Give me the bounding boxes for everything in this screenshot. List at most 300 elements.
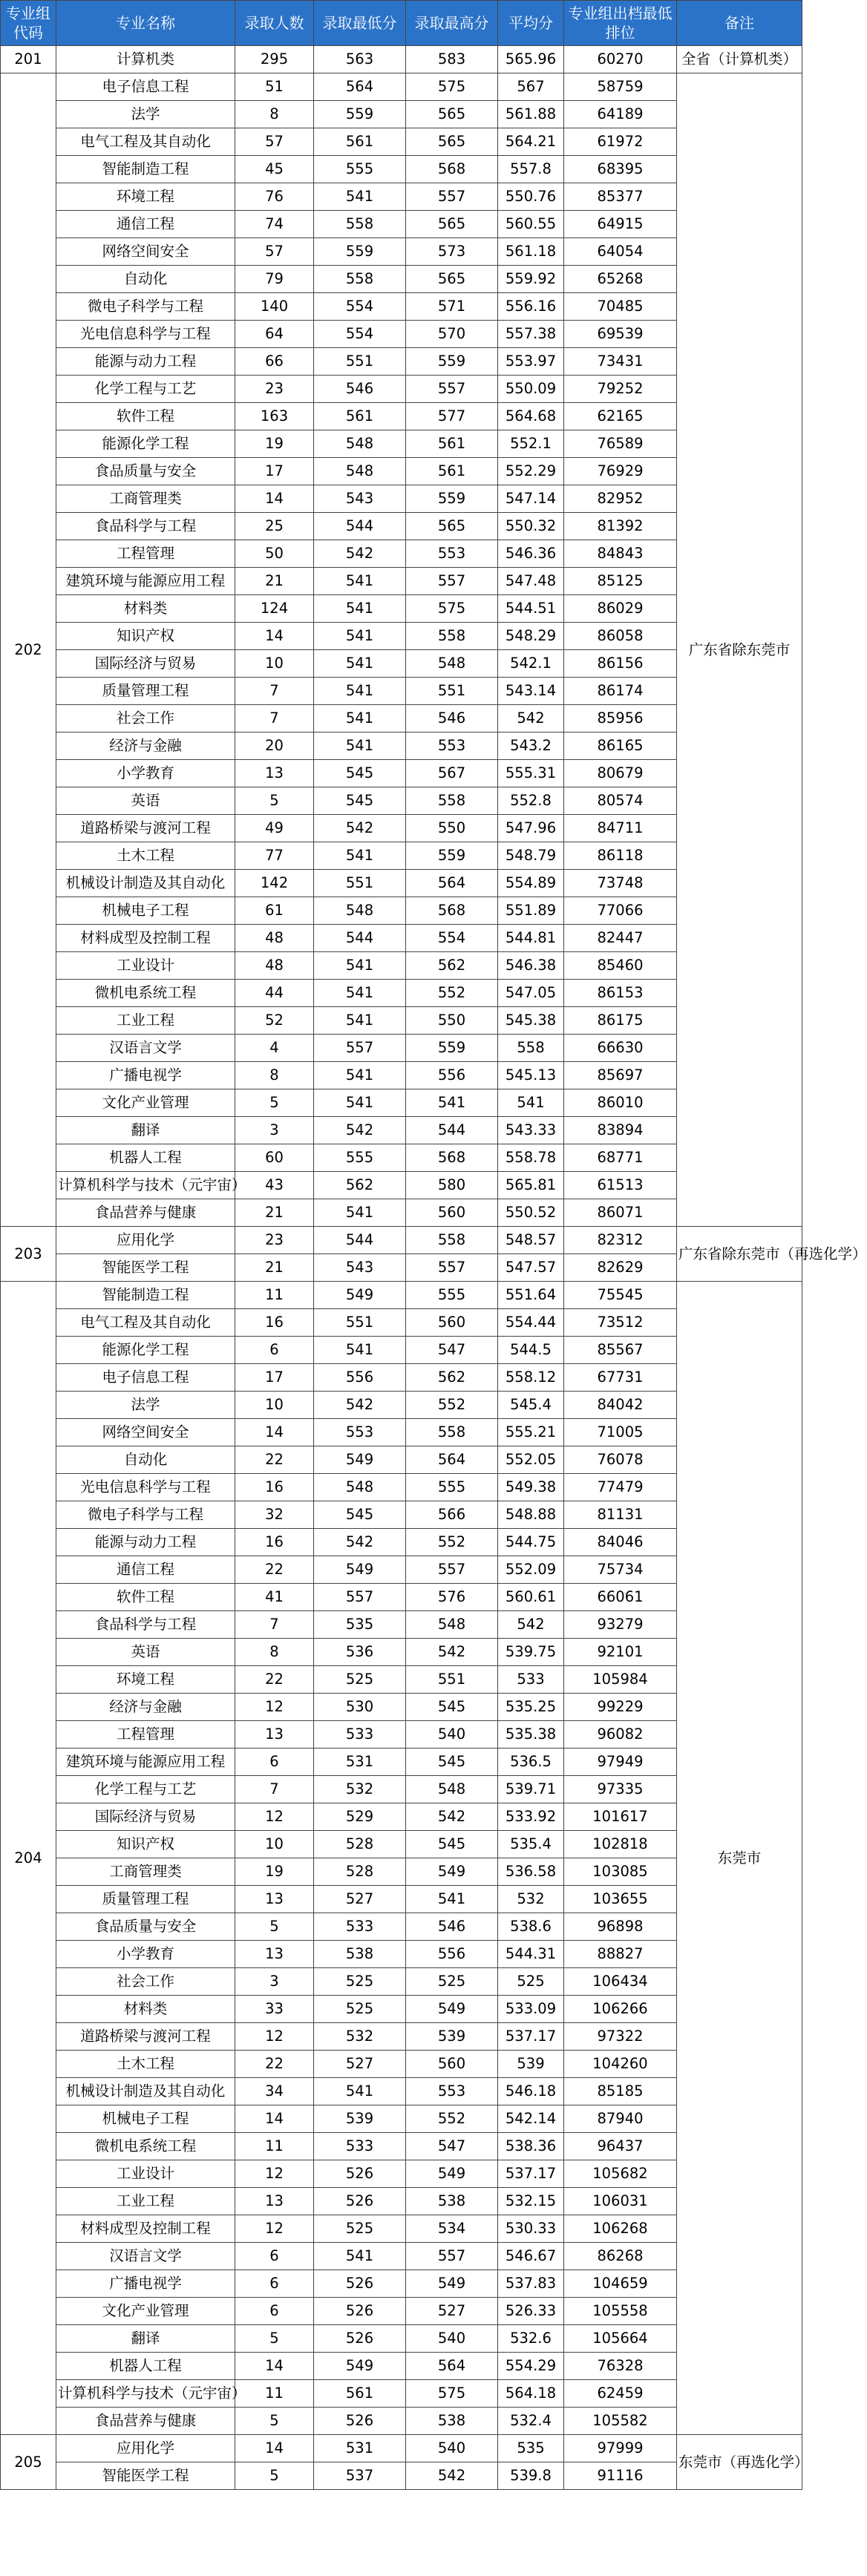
note-cell: 东莞市（再选化学） bbox=[677, 2435, 802, 2490]
avg-score-cell: 535.38 bbox=[498, 1721, 564, 1749]
max-score-cell: 566 bbox=[406, 1501, 498, 1529]
min-score-cell: 551 bbox=[314, 1309, 406, 1337]
avg-score-cell: 558.12 bbox=[498, 1364, 564, 1392]
admitted-count-cell: 14 bbox=[235, 2105, 314, 2133]
avg-score-cell: 564.68 bbox=[498, 403, 564, 430]
min-rank-cell: 75545 bbox=[564, 1282, 677, 1309]
major-name-cell: 小学教育 bbox=[56, 760, 235, 787]
min-score-cell: 548 bbox=[314, 430, 406, 458]
max-score-cell: 553 bbox=[406, 2078, 498, 2105]
avg-score-cell: 537.17 bbox=[498, 2023, 564, 2051]
major-name-cell: 机器人工程 bbox=[56, 1144, 235, 1172]
min-score-cell: 559 bbox=[314, 238, 406, 266]
min-score-cell: 529 bbox=[314, 1803, 406, 1831]
avg-score-cell: 533 bbox=[498, 1666, 564, 1694]
table-row bbox=[1, 2435, 802, 2462]
avg-score-cell: 535 bbox=[498, 2435, 564, 2462]
min-score-cell: 541 bbox=[314, 1089, 406, 1117]
min-score-cell: 558 bbox=[314, 211, 406, 238]
admitted-count-cell: 4 bbox=[235, 1035, 314, 1062]
group-code-cell: 204 bbox=[1, 1282, 56, 2435]
max-score-cell: 557 bbox=[406, 1556, 498, 1584]
major-name-cell: 智能医学工程 bbox=[56, 1254, 235, 1282]
min-rank-cell: 82629 bbox=[564, 1254, 677, 1282]
avg-score-cell: 536.5 bbox=[498, 1749, 564, 1776]
max-score-cell: 546 bbox=[406, 1913, 498, 1941]
admitted-count-cell: 19 bbox=[235, 430, 314, 458]
min-rank-cell: 86010 bbox=[564, 1089, 677, 1117]
major-name-cell: 软件工程 bbox=[56, 1584, 235, 1611]
avg-score-cell: 561.18 bbox=[498, 238, 564, 266]
max-score-cell: 559 bbox=[406, 485, 498, 513]
max-score-cell: 568 bbox=[406, 156, 498, 183]
min-score-cell: 544 bbox=[314, 513, 406, 540]
major-name-cell: 材料成型及控制工程 bbox=[56, 2215, 235, 2243]
avg-score-cell: 550.52 bbox=[498, 1199, 564, 1227]
avg-score-cell: 547.57 bbox=[498, 1254, 564, 1282]
admitted-count-cell: 43 bbox=[235, 1172, 314, 1199]
min-score-cell: 531 bbox=[314, 1749, 406, 1776]
avg-score-cell: 547.48 bbox=[498, 568, 564, 595]
major-name-cell: 通信工程 bbox=[56, 1556, 235, 1584]
avg-score-cell: 543.2 bbox=[498, 733, 564, 760]
min-score-cell: 561 bbox=[314, 403, 406, 430]
min-score-cell: 541 bbox=[314, 842, 406, 870]
max-score-cell: 552 bbox=[406, 980, 498, 1007]
major-name-cell: 应用化学 bbox=[56, 1227, 235, 1254]
max-score-cell: 552 bbox=[406, 2105, 498, 2133]
min-score-cell: 541 bbox=[314, 1062, 406, 1089]
avg-score-cell: 553.97 bbox=[498, 348, 564, 376]
major-name-cell: 经济与金融 bbox=[56, 1694, 235, 1721]
min-rank-cell: 81392 bbox=[564, 513, 677, 540]
major-name-cell: 机械设计制造及其自动化 bbox=[56, 870, 235, 897]
max-score-cell: 565 bbox=[406, 513, 498, 540]
admitted-count-cell: 12 bbox=[235, 1803, 314, 1831]
admitted-count-cell: 295 bbox=[235, 46, 314, 73]
avg-score-cell: 552.1 bbox=[498, 430, 564, 458]
min-rank-cell: 61972 bbox=[564, 128, 677, 156]
max-score-cell: 555 bbox=[406, 1282, 498, 1309]
avg-score-cell: 538.6 bbox=[498, 1913, 564, 1941]
min-rank-cell: 80574 bbox=[564, 787, 677, 815]
max-score-cell: 527 bbox=[406, 2298, 498, 2325]
admitted-count-cell: 21 bbox=[235, 1254, 314, 1282]
max-score-cell: 545 bbox=[406, 1749, 498, 1776]
major-name-cell: 建筑环境与能源应用工程 bbox=[56, 568, 235, 595]
min-score-cell: 542 bbox=[314, 1529, 406, 1556]
max-score-cell: 545 bbox=[406, 1831, 498, 1858]
admitted-count-cell: 12 bbox=[235, 2215, 314, 2243]
min-score-cell: 533 bbox=[314, 1913, 406, 1941]
major-name-cell: 土木工程 bbox=[56, 2051, 235, 2078]
avg-score-cell: 542.14 bbox=[498, 2105, 564, 2133]
min-score-cell: 545 bbox=[314, 760, 406, 787]
min-rank-cell: 86268 bbox=[564, 2243, 677, 2270]
min-score-cell: 551 bbox=[314, 870, 406, 897]
max-score-cell: 548 bbox=[406, 1611, 498, 1639]
admitted-count-cell: 16 bbox=[235, 1529, 314, 1556]
admitted-count-cell: 49 bbox=[235, 815, 314, 842]
min-score-cell: 541 bbox=[314, 650, 406, 678]
major-name-cell: 机械设计制造及其自动化 bbox=[56, 2078, 235, 2105]
max-score-cell: 553 bbox=[406, 540, 498, 568]
avg-score-cell: 532.6 bbox=[498, 2325, 564, 2353]
min-rank-cell: 62165 bbox=[564, 403, 677, 430]
admitted-count-cell: 60 bbox=[235, 1144, 314, 1172]
min-rank-cell: 91116 bbox=[564, 2462, 677, 2490]
major-name-cell: 环境工程 bbox=[56, 1666, 235, 1694]
min-rank-cell: 69539 bbox=[564, 321, 677, 348]
avg-score-cell: 564.21 bbox=[498, 128, 564, 156]
min-rank-cell: 85956 bbox=[564, 705, 677, 733]
avg-score-cell: 542 bbox=[498, 705, 564, 733]
avg-score-cell: 535.25 bbox=[498, 1694, 564, 1721]
min-rank-cell: 82447 bbox=[564, 925, 677, 952]
major-name-cell: 智能制造工程 bbox=[56, 156, 235, 183]
avg-score-cell: 544.5 bbox=[498, 1337, 564, 1364]
min-score-cell: 543 bbox=[314, 485, 406, 513]
min-score-cell: 554 bbox=[314, 321, 406, 348]
max-score-cell: 557 bbox=[406, 568, 498, 595]
admitted-count-cell: 13 bbox=[235, 760, 314, 787]
min-rank-cell: 84046 bbox=[564, 1529, 677, 1556]
major-name-cell: 光电信息科学与工程 bbox=[56, 1474, 235, 1501]
max-score-cell: 561 bbox=[406, 458, 498, 485]
major-name-cell: 工业工程 bbox=[56, 1007, 235, 1035]
max-score-cell: 567 bbox=[406, 760, 498, 787]
major-name-cell: 化学工程与工艺 bbox=[56, 376, 235, 403]
max-score-cell: 564 bbox=[406, 1446, 498, 1474]
min-rank-cell: 71005 bbox=[564, 1419, 677, 1446]
min-score-cell: 564 bbox=[314, 73, 406, 101]
min-rank-cell: 85377 bbox=[564, 183, 677, 211]
min-rank-cell: 67731 bbox=[564, 1364, 677, 1392]
min-rank-cell: 86175 bbox=[564, 1007, 677, 1035]
max-score-cell: 568 bbox=[406, 897, 498, 925]
major-name-cell: 食品质量与安全 bbox=[56, 1913, 235, 1941]
min-rank-cell: 77479 bbox=[564, 1474, 677, 1501]
min-rank-cell: 86118 bbox=[564, 842, 677, 870]
avg-score-cell: 546.38 bbox=[498, 952, 564, 980]
min-score-cell: 525 bbox=[314, 1666, 406, 1694]
max-score-cell: 577 bbox=[406, 403, 498, 430]
major-name-cell: 质量管理工程 bbox=[56, 678, 235, 705]
major-name-cell: 自动化 bbox=[56, 266, 235, 293]
min-rank-cell: 104260 bbox=[564, 2051, 677, 2078]
min-score-cell: 541 bbox=[314, 595, 406, 623]
admitted-count-cell: 11 bbox=[235, 2133, 314, 2160]
min-rank-cell: 99229 bbox=[564, 1694, 677, 1721]
min-rank-cell: 65268 bbox=[564, 266, 677, 293]
max-score-cell: 558 bbox=[406, 623, 498, 650]
min-score-cell: 562 bbox=[314, 1172, 406, 1199]
min-score-cell: 533 bbox=[314, 2133, 406, 2160]
admitted-count-cell: 7 bbox=[235, 678, 314, 705]
admitted-count-cell: 22 bbox=[235, 2051, 314, 2078]
min-score-cell: 525 bbox=[314, 1996, 406, 2023]
min-score-cell: 556 bbox=[314, 1364, 406, 1392]
max-score-cell: 540 bbox=[406, 2435, 498, 2462]
avg-score-cell: 547.96 bbox=[498, 815, 564, 842]
avg-score-cell: 548.88 bbox=[498, 1501, 564, 1529]
min-score-cell: 538 bbox=[314, 1941, 406, 1968]
min-rank-cell: 105682 bbox=[564, 2160, 677, 2188]
avg-score-cell: 551.89 bbox=[498, 897, 564, 925]
admitted-count-cell: 14 bbox=[235, 485, 314, 513]
admitted-count-cell: 74 bbox=[235, 211, 314, 238]
max-score-cell: 573 bbox=[406, 238, 498, 266]
avg-score-cell: 550.76 bbox=[498, 183, 564, 211]
min-rank-cell: 97999 bbox=[564, 2435, 677, 2462]
min-rank-cell: 86156 bbox=[564, 650, 677, 678]
max-score-cell: 544 bbox=[406, 1117, 498, 1144]
min-score-cell: 526 bbox=[314, 2298, 406, 2325]
min-rank-cell: 82312 bbox=[564, 1227, 677, 1254]
avg-score-cell: 526.33 bbox=[498, 2298, 564, 2325]
major-name-cell: 电子信息工程 bbox=[56, 73, 235, 101]
avg-score-cell: 547.05 bbox=[498, 980, 564, 1007]
note-cell: 广东省除东莞市 bbox=[677, 73, 802, 1227]
min-score-cell: 541 bbox=[314, 1007, 406, 1035]
min-rank-cell: 106268 bbox=[564, 2215, 677, 2243]
min-rank-cell: 76929 bbox=[564, 458, 677, 485]
admitted-count-cell: 7 bbox=[235, 1611, 314, 1639]
avg-score-cell: 555.21 bbox=[498, 1419, 564, 1446]
major-name-cell: 英语 bbox=[56, 1639, 235, 1666]
min-score-cell: 541 bbox=[314, 705, 406, 733]
max-score-cell: 558 bbox=[406, 1419, 498, 1446]
major-name-cell: 食品营养与健康 bbox=[56, 1199, 235, 1227]
admitted-count-cell: 5 bbox=[235, 1089, 314, 1117]
major-name-cell: 能源化学工程 bbox=[56, 1337, 235, 1364]
min-score-cell: 527 bbox=[314, 1886, 406, 1913]
min-rank-cell: 86153 bbox=[564, 980, 677, 1007]
min-score-cell: 554 bbox=[314, 293, 406, 321]
min-rank-cell: 76078 bbox=[564, 1446, 677, 1474]
admitted-count-cell: 7 bbox=[235, 705, 314, 733]
major-name-cell: 工程管理 bbox=[56, 1721, 235, 1749]
min-rank-cell: 64054 bbox=[564, 238, 677, 266]
min-score-cell: 526 bbox=[314, 2188, 406, 2215]
min-score-cell: 532 bbox=[314, 2023, 406, 2051]
admitted-count-cell: 12 bbox=[235, 2023, 314, 2051]
min-score-cell: 549 bbox=[314, 1556, 406, 1584]
min-score-cell: 526 bbox=[314, 2160, 406, 2188]
min-rank-cell: 85567 bbox=[564, 1337, 677, 1364]
header-min-rank: 专业组出档最低排位 bbox=[564, 1, 677, 46]
admitted-count-cell: 12 bbox=[235, 1694, 314, 1721]
max-score-cell: 560 bbox=[406, 2051, 498, 2078]
admitted-count-cell: 20 bbox=[235, 733, 314, 760]
avg-score-cell: 545.4 bbox=[498, 1392, 564, 1419]
group-code-cell: 201 bbox=[1, 46, 56, 73]
min-rank-cell: 86058 bbox=[564, 623, 677, 650]
major-name-cell: 道路桥梁与渡河工程 bbox=[56, 815, 235, 842]
avg-score-cell: 538.36 bbox=[498, 2133, 564, 2160]
min-rank-cell: 106266 bbox=[564, 1996, 677, 2023]
max-score-cell: 562 bbox=[406, 952, 498, 980]
max-score-cell: 542 bbox=[406, 1803, 498, 1831]
min-rank-cell: 80679 bbox=[564, 760, 677, 787]
min-rank-cell: 73431 bbox=[564, 348, 677, 376]
major-name-cell: 社会工作 bbox=[56, 1968, 235, 1996]
min-score-cell: 537 bbox=[314, 2462, 406, 2490]
admitted-count-cell: 19 bbox=[235, 1858, 314, 1886]
admitted-count-cell: 21 bbox=[235, 568, 314, 595]
min-score-cell: 525 bbox=[314, 1968, 406, 1996]
min-rank-cell: 73748 bbox=[564, 870, 677, 897]
min-score-cell: 541 bbox=[314, 980, 406, 1007]
min-score-cell: 541 bbox=[314, 678, 406, 705]
min-score-cell: 526 bbox=[314, 2408, 406, 2435]
min-rank-cell: 103085 bbox=[564, 1858, 677, 1886]
min-rank-cell: 76328 bbox=[564, 2353, 677, 2380]
min-score-cell: 539 bbox=[314, 2105, 406, 2133]
major-name-cell: 食品科学与工程 bbox=[56, 513, 235, 540]
major-name-cell: 材料类 bbox=[56, 595, 235, 623]
min-score-cell: 548 bbox=[314, 897, 406, 925]
major-name-cell: 计算机科学与技术（元宇宙） bbox=[56, 1172, 235, 1199]
min-rank-cell: 102818 bbox=[564, 1831, 677, 1858]
avg-score-cell: 537.17 bbox=[498, 2160, 564, 2188]
avg-score-cell: 561.88 bbox=[498, 101, 564, 128]
major-name-cell: 电气工程及其自动化 bbox=[56, 1309, 235, 1337]
major-name-cell: 文化产业管理 bbox=[56, 1089, 235, 1117]
admitted-count-cell: 10 bbox=[235, 1831, 314, 1858]
min-rank-cell: 83894 bbox=[564, 1117, 677, 1144]
major-name-cell: 能源与动力工程 bbox=[56, 348, 235, 376]
header-note: 备注 bbox=[677, 1, 802, 46]
min-score-cell: 542 bbox=[314, 540, 406, 568]
min-rank-cell: 86029 bbox=[564, 595, 677, 623]
group-code-cell: 202 bbox=[1, 73, 56, 1227]
major-name-cell: 工商管理类 bbox=[56, 1858, 235, 1886]
avg-score-cell: 533.09 bbox=[498, 1996, 564, 2023]
table-body bbox=[1, 46, 867, 2490]
avg-score-cell: 537.83 bbox=[498, 2270, 564, 2298]
max-score-cell: 583 bbox=[406, 46, 498, 73]
admitted-count-cell: 51 bbox=[235, 73, 314, 101]
avg-score-cell: 555.31 bbox=[498, 760, 564, 787]
major-name-cell: 工程管理 bbox=[56, 540, 235, 568]
admitted-count-cell: 7 bbox=[235, 1776, 314, 1803]
major-name-cell: 机械电子工程 bbox=[56, 897, 235, 925]
min-rank-cell: 82952 bbox=[564, 485, 677, 513]
major-name-cell: 汉语言文学 bbox=[56, 2243, 235, 2270]
avg-score-cell: 544.51 bbox=[498, 595, 564, 623]
admitted-count-cell: 45 bbox=[235, 156, 314, 183]
min-score-cell: 561 bbox=[314, 2380, 406, 2408]
avg-score-cell: 545.38 bbox=[498, 1007, 564, 1035]
table-row bbox=[1, 73, 802, 101]
avg-score-cell: 564.18 bbox=[498, 2380, 564, 2408]
avg-score-cell: 554.89 bbox=[498, 870, 564, 897]
avg-score-cell: 565.81 bbox=[498, 1172, 564, 1199]
admitted-count-cell: 48 bbox=[235, 925, 314, 952]
major-name-cell: 软件工程 bbox=[56, 403, 235, 430]
max-score-cell: 541 bbox=[406, 1089, 498, 1117]
avg-score-cell: 558 bbox=[498, 1035, 564, 1062]
min-rank-cell: 66630 bbox=[564, 1035, 677, 1062]
header-admitted-count: 录取人数 bbox=[235, 1, 314, 46]
min-rank-cell: 62459 bbox=[564, 2380, 677, 2408]
min-rank-cell: 73512 bbox=[564, 1309, 677, 1337]
min-rank-cell: 96437 bbox=[564, 2133, 677, 2160]
avg-score-cell: 552.8 bbox=[498, 787, 564, 815]
major-name-cell: 计算机类 bbox=[56, 46, 235, 73]
avg-score-cell: 552.29 bbox=[498, 458, 564, 485]
min-score-cell: 545 bbox=[314, 787, 406, 815]
avg-score-cell: 546.36 bbox=[498, 540, 564, 568]
admitted-count-cell: 16 bbox=[235, 1474, 314, 1501]
admitted-count-cell: 41 bbox=[235, 1584, 314, 1611]
max-score-cell: 552 bbox=[406, 1529, 498, 1556]
admitted-count-cell: 77 bbox=[235, 842, 314, 870]
min-rank-cell: 97335 bbox=[564, 1776, 677, 1803]
max-score-cell: 546 bbox=[406, 705, 498, 733]
avg-score-cell: 551.64 bbox=[498, 1282, 564, 1309]
major-name-cell: 能源与动力工程 bbox=[56, 1529, 235, 1556]
min-score-cell: 546 bbox=[314, 376, 406, 403]
avg-score-cell: 565.96 bbox=[498, 46, 564, 73]
min-score-cell: 541 bbox=[314, 1199, 406, 1227]
admitted-count-cell: 21 bbox=[235, 1199, 314, 1227]
min-rank-cell: 64189 bbox=[564, 101, 677, 128]
avg-score-cell: 547.14 bbox=[498, 485, 564, 513]
table-row bbox=[1, 46, 802, 73]
min-score-cell: 541 bbox=[314, 1337, 406, 1364]
admitted-count-cell: 48 bbox=[235, 952, 314, 980]
min-score-cell: 557 bbox=[314, 1584, 406, 1611]
avg-score-cell: 549.38 bbox=[498, 1474, 564, 1501]
min-score-cell: 555 bbox=[314, 1144, 406, 1172]
avg-score-cell: 543.33 bbox=[498, 1117, 564, 1144]
avg-score-cell: 560.55 bbox=[498, 211, 564, 238]
min-rank-cell: 105582 bbox=[564, 2408, 677, 2435]
min-score-cell: 543 bbox=[314, 1254, 406, 1282]
major-name-cell: 建筑环境与能源应用工程 bbox=[56, 1749, 235, 1776]
admitted-count-cell: 5 bbox=[235, 787, 314, 815]
admitted-count-cell: 52 bbox=[235, 1007, 314, 1035]
min-score-cell: 548 bbox=[314, 458, 406, 485]
max-score-cell: 564 bbox=[406, 2353, 498, 2380]
max-score-cell: 561 bbox=[406, 430, 498, 458]
header-row bbox=[1, 1, 802, 46]
header-avg-score: 平均分 bbox=[498, 1, 564, 46]
major-name-cell: 小学教育 bbox=[56, 1941, 235, 1968]
min-rank-cell: 104659 bbox=[564, 2270, 677, 2298]
max-score-cell: 557 bbox=[406, 183, 498, 211]
min-score-cell: 542 bbox=[314, 815, 406, 842]
avg-score-cell: 541 bbox=[498, 1089, 564, 1117]
admitted-count-cell: 3 bbox=[235, 1117, 314, 1144]
admitted-count-cell: 23 bbox=[235, 1227, 314, 1254]
max-score-cell: 554 bbox=[406, 925, 498, 952]
min-rank-cell: 77066 bbox=[564, 897, 677, 925]
min-score-cell: 541 bbox=[314, 183, 406, 211]
min-score-cell: 541 bbox=[314, 733, 406, 760]
min-score-cell: 561 bbox=[314, 128, 406, 156]
avg-score-cell: 539.71 bbox=[498, 1776, 564, 1803]
max-score-cell: 549 bbox=[406, 2270, 498, 2298]
max-score-cell: 575 bbox=[406, 595, 498, 623]
admitted-count-cell: 5 bbox=[235, 2325, 314, 2353]
major-name-cell: 质量管理工程 bbox=[56, 1886, 235, 1913]
major-name-cell: 智能制造工程 bbox=[56, 1282, 235, 1309]
min-score-cell: 526 bbox=[314, 2325, 406, 2353]
avg-score-cell: 539.8 bbox=[498, 2462, 564, 2490]
